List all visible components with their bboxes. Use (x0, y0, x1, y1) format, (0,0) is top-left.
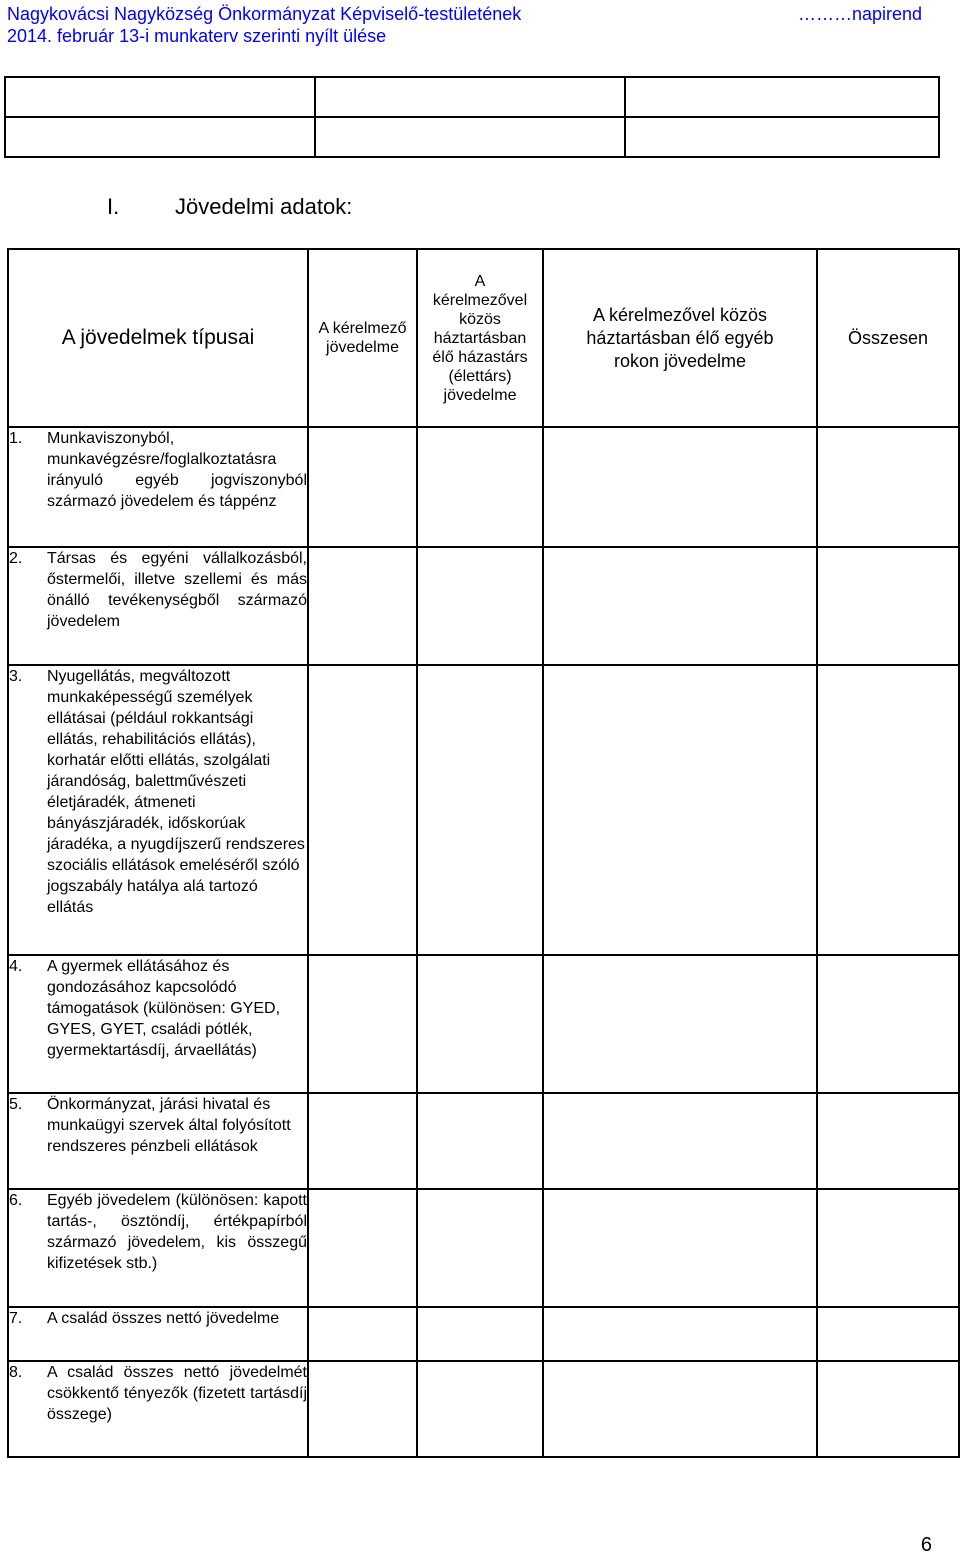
spouse-income-cell[interactable] (417, 427, 543, 547)
header-total: Összesen (817, 249, 959, 427)
applicant-income-cell[interactable] (308, 665, 417, 955)
row-label (8, 547, 308, 665)
relative-income-cell[interactable] (543, 427, 817, 547)
applicant-income-cell[interactable] (308, 1189, 417, 1307)
row-text: Társas és egyéni vállalkozásból, őstermelői, illetve szellemi és más önálló tevékenységből származó jövedelem (47, 550, 307, 630)
table-row (8, 1307, 959, 1361)
document-header (7, 3, 707, 47)
table-row (8, 427, 959, 547)
row-number: 1. (9, 430, 23, 447)
total-cell[interactable] (817, 1361, 959, 1457)
row-label (8, 427, 308, 547)
header-line-1: Nagykovácsi Nagyközség Önkormányzat Képviselő-testületének (7, 4, 522, 24)
row-number: 2. (9, 550, 23, 567)
row-text: Önkormányzat, járási hivatal és munkaügyi szervek által folyósított rendszeres pénzbeli ellátások (47, 1096, 291, 1155)
blank-cell[interactable] (315, 117, 625, 157)
income-table-header-row (8, 249, 959, 427)
top-blank-table (4, 76, 940, 158)
applicant-income-cell[interactable] (308, 955, 417, 1093)
income-table (7, 248, 960, 1458)
row-label (8, 1093, 308, 1189)
spouse-income-cell[interactable] (417, 955, 543, 1093)
header-line-2: 2014. február 13-i munkaterv szerinti nyílt ülése (7, 26, 387, 46)
table-row (8, 955, 959, 1093)
total-cell[interactable] (817, 955, 959, 1093)
relative-income-cell[interactable] (543, 955, 817, 1093)
blank-cell[interactable] (625, 117, 939, 157)
row-text: Egyéb jövedelem (különösen: kapott tartás-, ösztöndíj, értékpapírból származó jövedelem, kis összegű kifizetések stb.) (47, 1192, 307, 1272)
table-row (8, 1093, 959, 1189)
row-label (8, 1307, 308, 1361)
applicant-income-cell[interactable] (308, 1361, 417, 1457)
total-cell[interactable] (817, 1093, 959, 1189)
row-label (8, 955, 308, 1093)
relative-income-cell[interactable] (543, 547, 817, 665)
header-applicant-income: A kérelmező jövedelme (308, 249, 417, 427)
total-cell[interactable] (817, 547, 959, 665)
relative-income-cell[interactable] (543, 1189, 817, 1307)
page-number: 6 (920, 1534, 932, 1556)
section-title: Jövedelmi adatok: (175, 194, 353, 219)
total-cell[interactable] (817, 1307, 959, 1361)
header-income-types: A jövedelmek típusai (8, 249, 308, 427)
row-text: A család összes nettó jövedelme (47, 1310, 280, 1327)
applicant-income-cell[interactable] (308, 547, 417, 665)
relative-income-cell[interactable] (543, 1307, 817, 1361)
row-number: 8. (9, 1364, 23, 1381)
agenda-item-label: ………napirend (797, 4, 922, 24)
spouse-income-cell[interactable] (417, 1307, 543, 1361)
row-label (8, 1361, 308, 1457)
total-cell[interactable] (817, 427, 959, 547)
row-text: A család összes nettó jövedelmét csökkentő tényezők (fizetett tartásdíj összege) (47, 1364, 307, 1423)
spouse-income-cell[interactable] (417, 547, 543, 665)
applicant-income-cell[interactable] (308, 1093, 417, 1189)
row-number: 4. (9, 958, 23, 975)
header-relative-income: A kérelmezővel közös háztartásban élő egyéb rokon jövedelme (543, 249, 817, 427)
total-cell[interactable] (817, 665, 959, 955)
relative-income-cell[interactable] (543, 1361, 817, 1457)
row-number: 6. (9, 1192, 23, 1209)
row-number: 7. (9, 1310, 23, 1327)
relative-income-cell[interactable] (543, 1093, 817, 1189)
spouse-income-cell[interactable] (417, 1361, 543, 1457)
blank-cell[interactable] (5, 77, 315, 117)
spouse-income-cell[interactable] (417, 1093, 543, 1189)
row-text: A gyermek ellátásához és gondozásához kapcsolódó támogatások (különösen: GYED, GYES, GYET, családi pótlék, gyermektartásdíj, árvaellátás) (47, 958, 281, 1059)
relative-income-cell[interactable] (543, 665, 817, 955)
table-row (8, 547, 959, 665)
applicant-income-cell[interactable] (308, 1307, 417, 1361)
row-label (8, 1189, 308, 1307)
spouse-income-cell[interactable] (417, 1189, 543, 1307)
blank-cell[interactable] (5, 117, 315, 157)
table-row (8, 1189, 959, 1307)
section-heading (107, 194, 352, 220)
row-text: Munkaviszonyból, munkavégzésre/foglalkoztatásra irányuló egyéb jogviszonyból származó jövedelem és táppénz (47, 430, 307, 510)
spouse-income-cell[interactable] (417, 665, 543, 955)
applicant-income-cell[interactable] (308, 427, 417, 547)
row-label (8, 665, 308, 955)
row-number: 3. (9, 668, 23, 685)
header-spouse-income: A kérelmezővel közös háztartásban élő házastárs (élettárs) jövedelme (417, 249, 543, 427)
row-text: Nyugellátás, megváltozott munkaképességű személyek ellátásai (például rokkantsági ellátás, rehabilitációs ellátás), korhatár előtti ellátás, szolgálati járandóság, balettművészeti életjáradék, átmeneti bányászjáradék, időskorúak járadéka, a nyugdíjszerű rendszeres szociális ellátások emeléséről szóló jogszabály hatálya alá tartozó ellátás (47, 668, 305, 916)
table-row (8, 665, 959, 955)
blank-cell[interactable] (625, 77, 939, 117)
row-number: 5. (9, 1096, 23, 1113)
section-number: I. (107, 194, 120, 219)
total-cell[interactable] (817, 1189, 959, 1307)
blank-cell[interactable] (315, 77, 625, 117)
table-row (8, 1361, 959, 1457)
